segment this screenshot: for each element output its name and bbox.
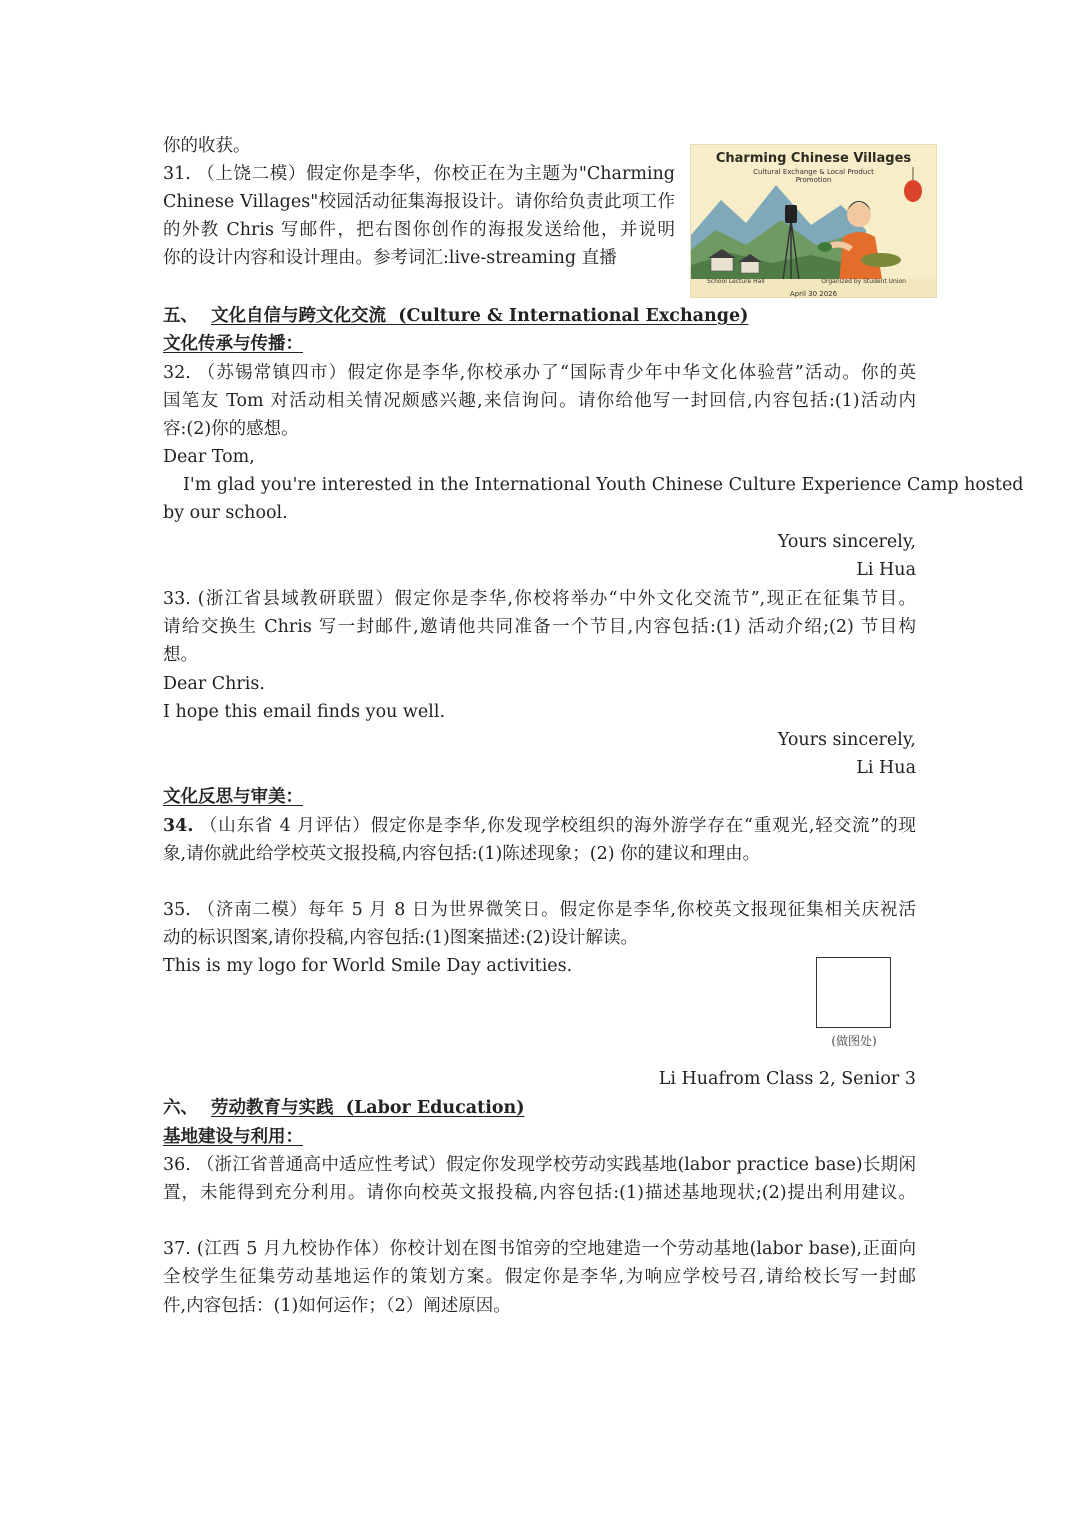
q31-line-1: 31. （上饶二模）假定你是李华，你校正在为主题为"Charming: [163, 164, 675, 184]
q33-line-2: 请给交换生 Chris 写一封邮件,邀请他共同准备一个节目,内容包括:(1) 活动介绍;(2) 节目构: [163, 617, 916, 637]
poster-venue: School Lecture Hall: [707, 278, 765, 285]
q34-line-2: 象,请你就此给学校英文报投稿,内容包括:(1)陈述现象；(2) 你的建议和理由。: [163, 844, 761, 864]
q31-line-2: Chinese Villages"校园活动征集海报设计。请你给负责此项工作: [163, 192, 675, 212]
q31-line-4: 你的设计内容和设计理由。参考词汇:live-streaming 直播: [163, 248, 617, 268]
section-6-title-spacer: [334, 1098, 346, 1118]
q33-salutation: Dear Chris.: [163, 674, 265, 694]
section-5-heading: [163, 303, 748, 329]
section-5-number: 五、: [163, 306, 198, 326]
drawing-box-caption: (做图处): [831, 1034, 877, 1048]
section-6-title: 劳动教育与实践: [211, 1098, 334, 1118]
q37-line-2: 全校学生征集劳动基地运作的策划方案。假定你是李华,为响应学校号召,请给校长写一封邮: [163, 1267, 916, 1287]
q32-line-3: 容:(2)你的感想。: [163, 419, 299, 439]
q35-line-2: 动的标识图案,请你投稿,内容包括:(1)图案描述:(2)设计解读。: [163, 928, 638, 948]
q32-line-2: 国笔友 Tom 对活动相关情况颇感兴趣,来信询问。请你给他写一封回信,内容包括:(1)活动内: [163, 391, 916, 411]
poster-subtitle-1: Cultural Exchange & Local Product: [753, 168, 874, 176]
subsection-base: 基地建设与利用：: [163, 1127, 303, 1147]
subsection-reflection: 文化反思与审美：: [163, 787, 303, 807]
poster-date: April 30 2026: [789, 290, 838, 298]
section-5-title: 文化自信与跨文化交流: [211, 306, 386, 326]
q36-line-1: 36. （浙江省普通高中适应性考试）假定你发现学校劳动实践基地(labor practice base)长期闲: [163, 1155, 916, 1175]
q37-line-1: 37. (江西 5 月九校协作体）你校计划在图书馆旁的空地建造一个劳动基地(labor base),正面向: [163, 1239, 916, 1259]
q33-line-3: 想。: [163, 645, 198, 665]
q35-line-1: 35. （济南二模）每年 5 月 8 日为世界微笑日。假定你是李华,你校英文报现征集相关庆祝活: [163, 900, 916, 920]
subsection-heritage: 文化传承与传播：: [163, 334, 303, 354]
q32-salutation: Dear Tom,: [163, 447, 255, 467]
q32-body-1: I'm glad you're interested in the International Youth Chinese Culture Experience Camp hosted: [183, 475, 1024, 495]
q34-number: 34.: [163, 816, 194, 836]
q35-signature: Li Huafrom Class 2, Senior 3: [658, 1069, 916, 1089]
q33-body-1: I hope this email finds you well.: [163, 702, 446, 722]
poster-organizer: Organized by Student Union: [821, 278, 906, 285]
q33-line-1: 33. (浙江省县域教研联盟）假定你是李华,你校将举办“中外文化交流节”,现正在征集节目。: [163, 589, 916, 609]
section-6-number: 六、: [163, 1098, 198, 1118]
q35-body-1: This is my logo for World Smile Day activities.: [163, 956, 573, 976]
village-poster: [690, 144, 937, 298]
q32-body-2: by our school.: [163, 503, 288, 523]
q34-line-1: [163, 812, 916, 840]
q32-line-1: 32. （苏锡常镇四市）假定你是李华,你校承办了“国际青少年中华文化体验营”活动。你的英: [163, 363, 916, 383]
poster-subtitle-2: Promotion: [795, 176, 832, 184]
q37-line-3: 件,内容包括：(1)如何运作；（2）阐述原因。: [163, 1296, 511, 1316]
section-5-title-spacer: [386, 306, 398, 326]
q32-signature: Li Hua: [856, 560, 916, 580]
section-6-heading: [163, 1095, 525, 1121]
q32-closing: Yours sincerely,: [777, 532, 916, 552]
section-5-title-en: (Culture & International Exchange): [398, 306, 749, 326]
q33-closing: Yours sincerely,: [777, 730, 916, 750]
poster-title: Charming Chinese Villages: [715, 151, 912, 166]
drawing-box: [816, 957, 891, 1028]
q36-line-2: 置，未能得到充分利用。请你向校英文报投稿,内容包括:(1)描述基地现状;(2)提出利用建议。: [163, 1183, 916, 1203]
q33-signature: Li Hua: [856, 758, 916, 778]
q34-text-1: （山东省 4 月评估）假定你是李华,你发现学校组织的海外游学存在“重观光,轻交流”的现: [193, 816, 916, 836]
continued-text: 你的收获。: [163, 136, 251, 156]
section-6-title-en: (Labor Education): [345, 1098, 525, 1118]
q31-line-3: 的外教 Chris 写邮件，把右图你创作的海报发送给他，并说明: [163, 220, 675, 240]
